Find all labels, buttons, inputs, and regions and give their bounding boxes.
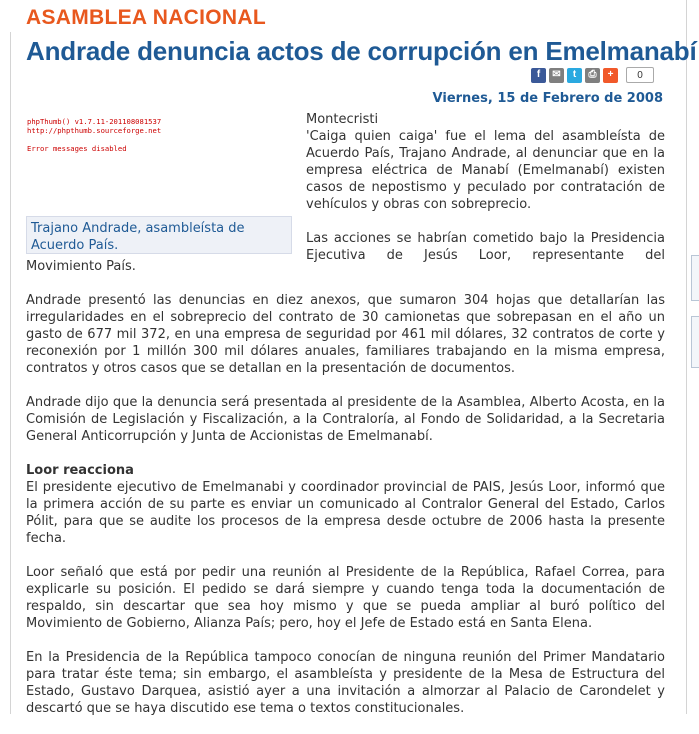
paragraph: Andrade dijo que la denuncia será presentada al presidente de la Asamblea, Alberto Acosta, en la Comisión de Legislación y Fiscalización, a la Contraloría, al Fondo de Solidaridad, a la Secretaria General Anticorrupción y Junta de Accionistas de Emelmanabí. [26,395,665,444]
side-panel-tab[interactable] [691,255,699,301]
left-border [10,32,11,714]
paragraph-2-start: Las acciones se habrían cometido bajo la Presidencia Ejecutiva de Jesús Loor, representante del [306,231,665,263]
paragraph: Loor señaló que está por pedir una reunión al Presidente de la República, Rafael Correa, para explicarle su posición. El pedido se dará siempre y cuando tenga toda la documentación de respaldo, sin descartar que sea hoy mismo y que se pueda ampliar al buró político del Movimiento de Gobierno, Alianza País; pero, hoy el Jefe de Estado está en Santa Elena. [26,565,665,631]
article-date: Viernes, 15 de Febrero de 2008 [432,91,663,106]
subheading: Loor reacciona [26,463,134,478]
dateline: Montecristi [306,112,379,127]
article-body [26,258,665,734]
share-toolbar [531,66,654,84]
paragraph: En la Presidencia de la República tampoco conocían de ninguna reunión del Primer Mandatario para tratar éste tema; sin embargo, el asambleísta y presidente de la Mesa de Estructura del Estado, Gustavo Darquea, asistió ayer a una invitación a almorzar al Palacio de Carondelet y descartó que se haya discutido ese tema o textos constitucionales. [26,650,665,716]
lead-paragraph: 'Caiga quien caiga' fue el lema del asambleísta de Acuerdo País, Trajano Andrade, al denunciar que en la empresa eléctrica de Manabí (Emelmanabí) existen casos de nepostismo y peculado por contratación de vehículos y obras con sobreprecio. [306,129,665,212]
paragraph: Andrade presentó las denuncias en diez anexos, que sumaron 304 hojas que detallarían las irregularidades en el sobreprecio del contrato de 30 camionetas que sobrepasan en el año un gasto de 677 mil 372, en una empresa de seguridad por 461 mil dólares, 32 contratos de corte y reconexión por 1 millón 300 mil dólares anuales, familiares trabajando en la misma empresa, contratos y otros casos que se detallan en la presentación de documentos. [26,293,665,376]
image-caption: Trajano Andrade, asambleísta de Acuerdo País. [26,216,292,254]
thumb-error-line: Error messages disabled [27,144,127,153]
addthis-plus-icon[interactable]: + [603,68,618,83]
print-icon[interactable]: ⎙ [585,68,600,83]
article-body-top [306,111,665,264]
share-count: 0 [626,67,654,83]
thumb-error-line: http://phpthumb.sourceforge.net [27,126,162,135]
section-label: ASAMBLEA NACIONAL [26,6,266,29]
thumb-error-line: phpThumb() v1.7.11-201108081537 [27,117,162,126]
right-border [686,0,687,714]
twitter-icon[interactable]: t [567,68,582,83]
facebook-icon[interactable]: f [531,68,546,83]
paragraph-2-end: Movimiento País. [26,259,136,274]
article-headline: Andrade denuncia actos de corrupción en Emelmanabí [26,36,697,66]
side-panel-tab[interactable] [691,316,699,368]
email-icon[interactable]: ✉ [549,68,564,83]
thumbnail-error-message [27,117,161,153]
paragraph: El presidente ejecutivo de Emelmanabi y coordinador provincial de PAIS, Jesús Loor, informó que la primera acción de su parte es enviar un comunicado al Contralor General del Estado, Carlos Pólit, para que se audite los procesos de la empresa desde octubre de 2006 hasta la presente fecha. [26,480,665,546]
